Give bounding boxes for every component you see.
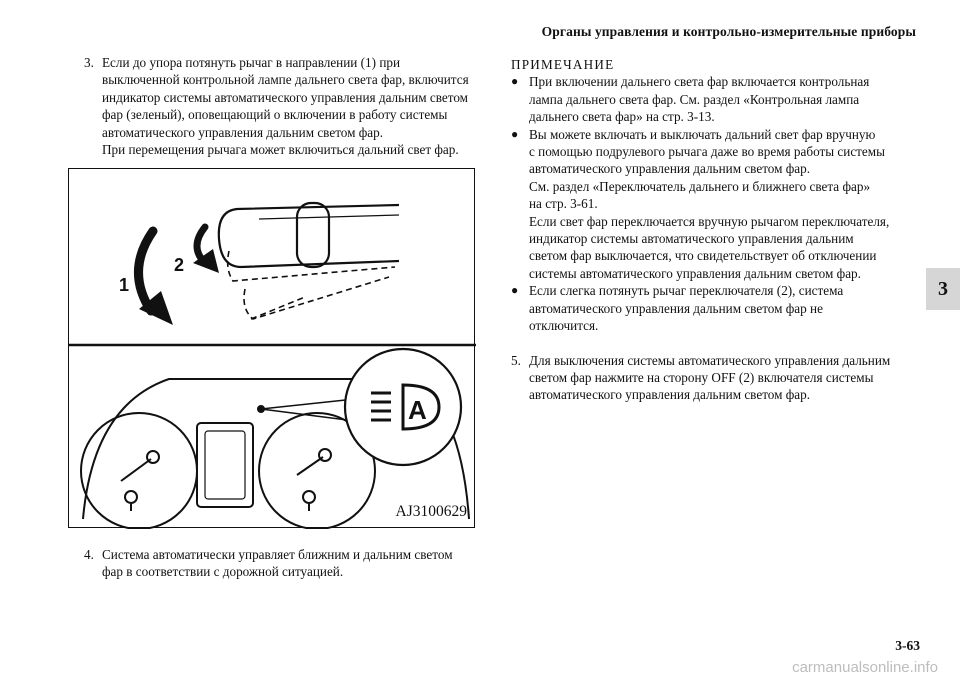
instrument-cluster	[81, 349, 469, 529]
watermark[interactable]: carmanualsonline.info	[792, 659, 938, 676]
item-3-line: индикатор системы автоматического управления дальним светом	[102, 89, 469, 105]
bullet-line: индикатор системы автоматического управления дальним	[529, 231, 854, 247]
item-3-line: фар (зеленый), оповещающий о включении в работу системы	[102, 107, 448, 123]
bullet-dot-icon: ●	[511, 283, 519, 298]
bullet-line: с помощью подрулевого рычага даже во время работы системы	[529, 144, 885, 160]
item-3	[84, 54, 476, 158]
indicator-letter: A	[408, 395, 427, 425]
bullet-line: лампа дальнего света фар. См. раздел «Контрольная лампа	[529, 91, 860, 107]
figure-code: AJ3100629	[395, 503, 467, 520]
note-section	[511, 56, 921, 404]
page-header: Органы управления и контрольно-измерительные приборы	[541, 24, 916, 39]
arrow-label-2: 2	[174, 255, 185, 275]
item-4-line: фар в соответствии с дорожной ситуацией.	[102, 564, 344, 580]
bullet-dot-icon: ●	[511, 126, 519, 141]
note-title: ПРИМЕЧАНИЕ	[511, 57, 615, 72]
item-3-line: При перемещения рычага может включиться дальний свет фар.	[102, 142, 459, 158]
item-4	[84, 546, 476, 581]
item-5-line: автоматического управления дальним светом фар.	[529, 387, 811, 403]
bullet-line: дальнего света фар» на стр. 3-13.	[529, 109, 715, 125]
note-bullet	[511, 126, 921, 283]
item-5-line: светом фар нажмите на сторону OFF (2) включателя системы	[529, 369, 874, 385]
bullet-line: При включении дальнего света фар включается контрольная	[529, 74, 870, 90]
section-tab[interactable]: 3	[926, 268, 960, 310]
item-5-number: 5.	[511, 352, 521, 368]
bullet-line: на стр. 3-61.	[529, 196, 598, 212]
item-3-line: Если до упора потянуть рычаг в направлении (1) при	[102, 55, 401, 70]
bullet-line: отключится.	[529, 318, 599, 334]
item-3-line: автоматического управления дальним светом фар.	[102, 124, 384, 140]
bullet-line: Если слегка потянуть рычаг переключателя (2), система	[529, 283, 844, 299]
bullet-line: Если свет фар переключается вручную рычагом переключателя,	[529, 213, 890, 229]
bullet-line: Вы можете включать и выключать дальний свет фар вручную	[529, 126, 876, 142]
item-5-line: Для выключения системы автоматического управления дальним	[529, 352, 891, 368]
bullet-line: автоматического управления дальним светом фар не	[529, 300, 823, 316]
bullet-dot-icon: ●	[511, 74, 519, 89]
item-4-line: Система автоматически управляет ближним и дальним светом	[102, 547, 453, 562]
page-number: 3-63	[895, 638, 920, 653]
bullet-line: светом фар выключается, что свидетельствует об отключении	[529, 248, 877, 264]
bullet-line: См. раздел «Переключатель дальнего и ближнего света фар»	[529, 178, 871, 194]
arrow-label-1: 1	[119, 275, 130, 295]
item-3-line: выключенной контрольной лампе дальнего света фар, включится	[102, 72, 469, 88]
bullet-line: автоматического управления дальним светом фар.	[529, 161, 811, 177]
item-4-number: 4.	[84, 547, 94, 562]
item-5	[511, 352, 921, 404]
item-3-number: 3.	[84, 55, 94, 70]
bullet-line: системы автоматического управления дальним светом фар.	[529, 265, 861, 281]
note-bullet	[511, 282, 921, 334]
note-bullet	[511, 73, 921, 125]
figure-lever-and-cluster	[68, 168, 475, 528]
